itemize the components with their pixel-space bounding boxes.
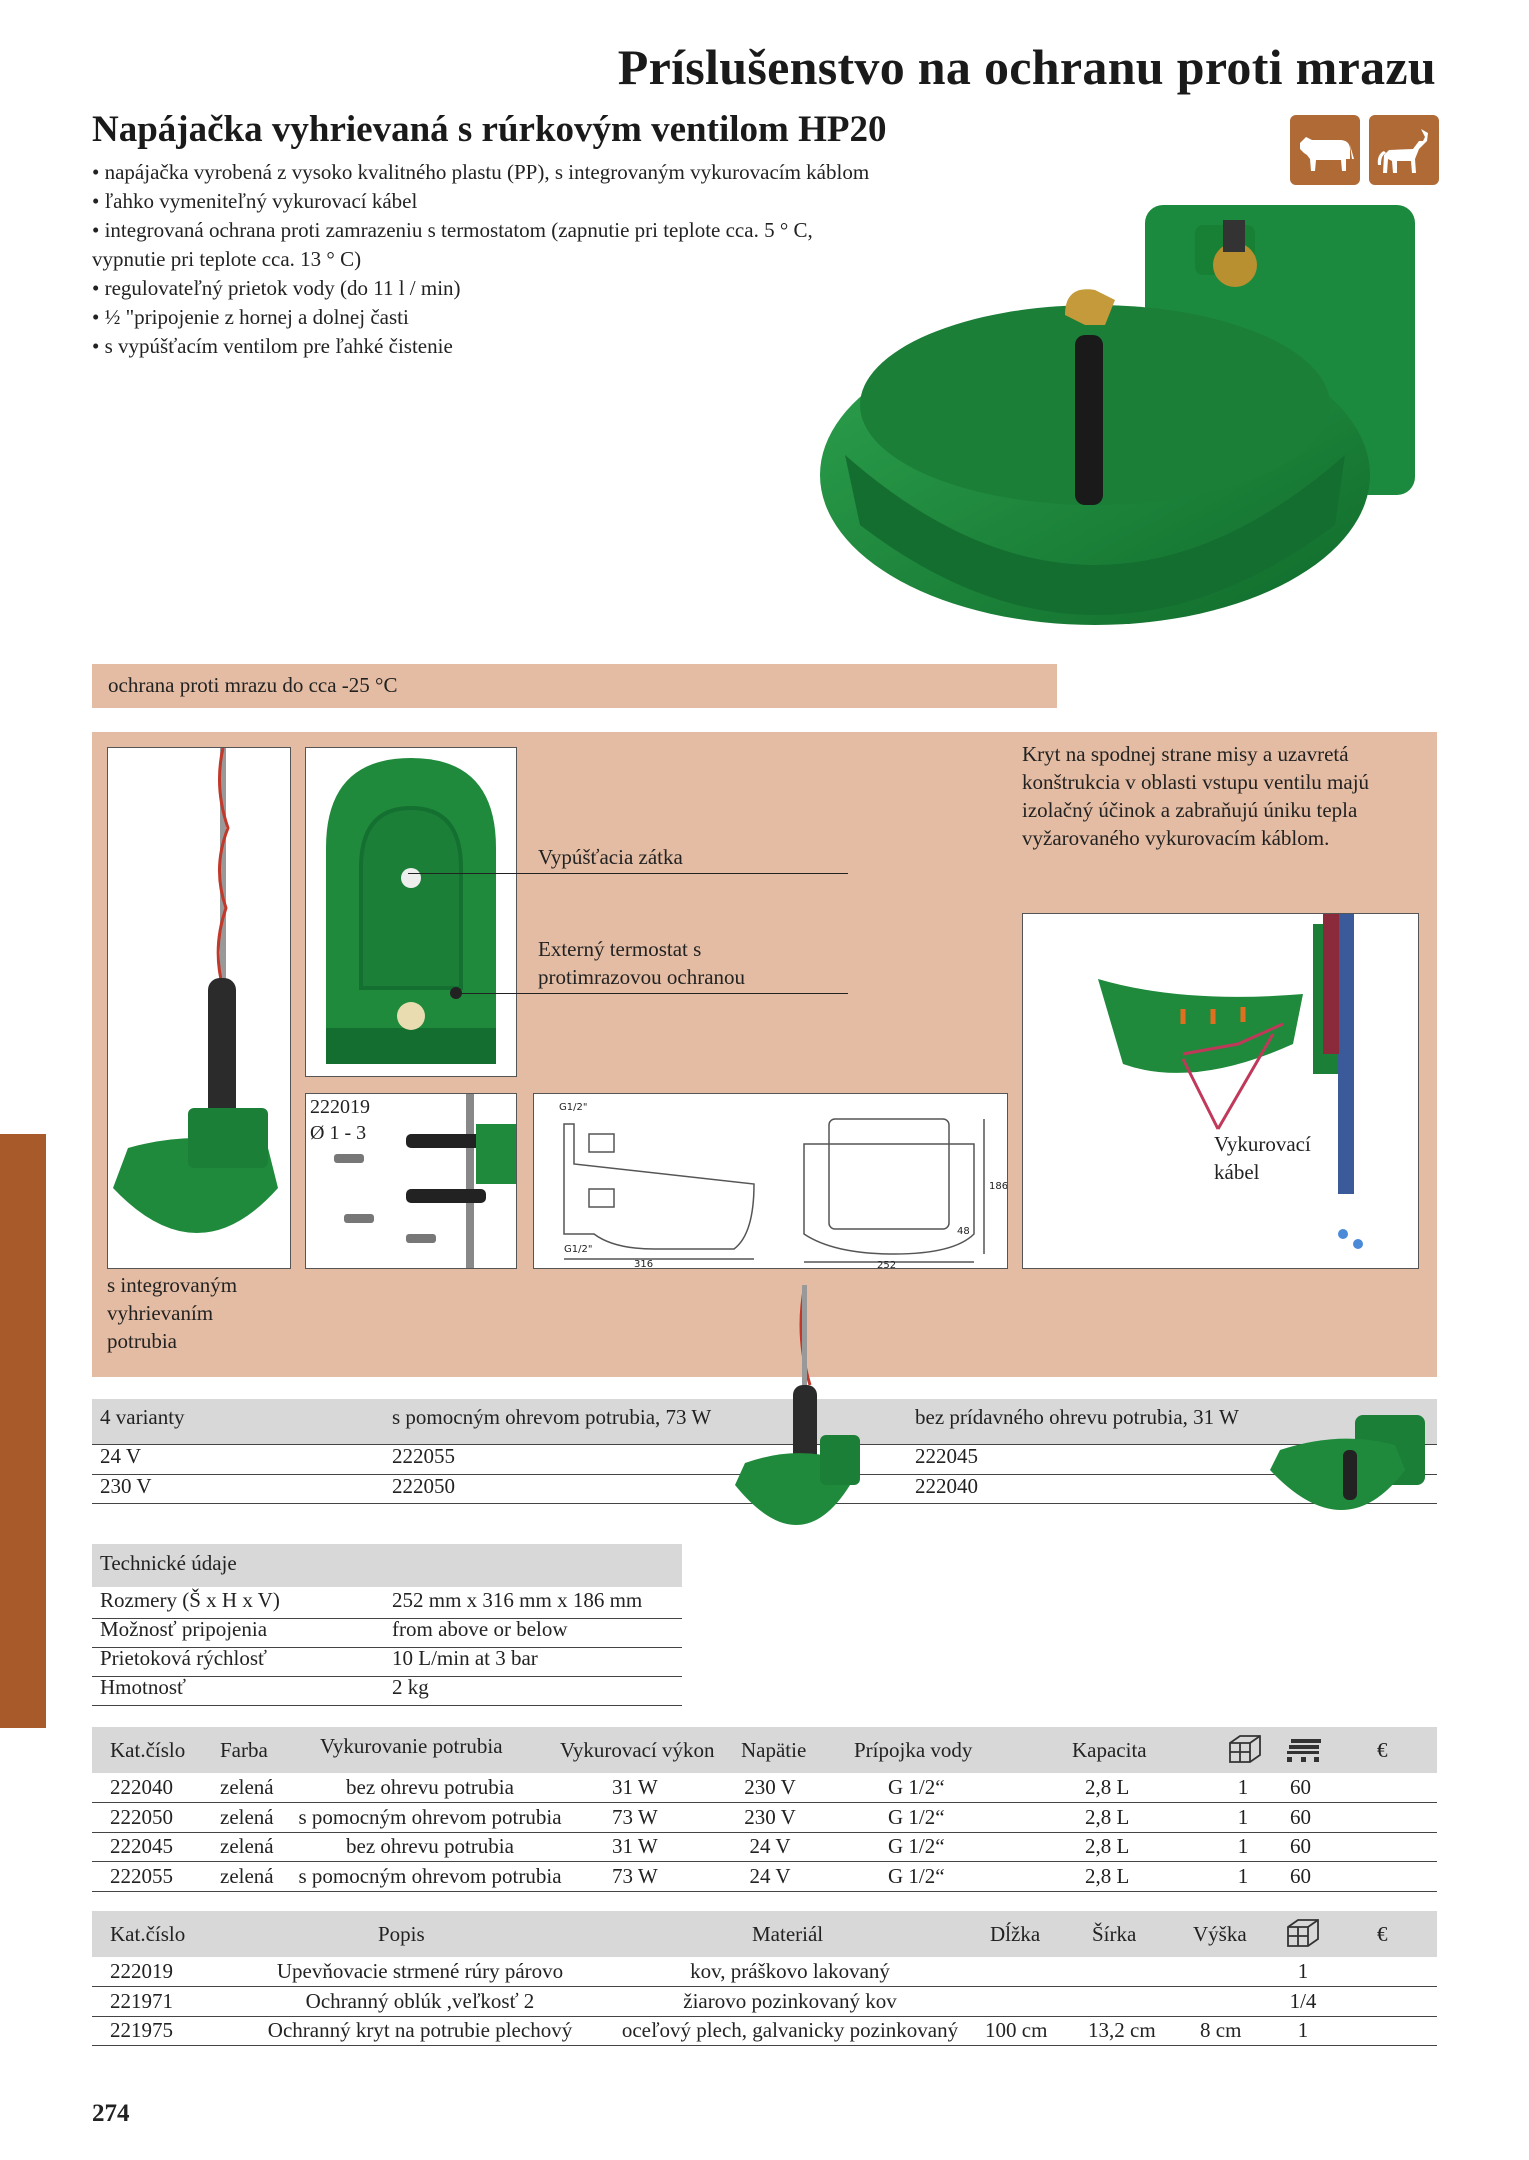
- t1-cell: 2,8 L: [1085, 1804, 1130, 1829]
- t1-cell: bez ohrevu potrubia: [346, 1834, 514, 1858]
- clamp-code: 222019: [310, 1096, 370, 1118]
- variants-head-count: 4 varianty: [100, 1405, 185, 1429]
- variant-voltage: 24 V: [100, 1444, 142, 1468]
- horse-icon: [1369, 115, 1439, 185]
- t2-head-length: Dĺžka: [990, 1922, 1041, 1946]
- svg-text:G1/2": G1/2": [559, 1102, 588, 1113]
- t1-cell: zelená: [220, 1863, 274, 1888]
- t1-cell: s pomocným ohrevom potrubia: [298, 1804, 562, 1829]
- insulation-description: Kryt na spodnej strane misy a uzavretá konštrukcia v oblasti vstupu ventilu majú izolačný účinok a zabraňujú úniku tepla vyžarovaného vykurovacím káblom.: [1022, 742, 1370, 850]
- package-unit-icon: [1286, 1917, 1320, 1953]
- frost-protection-band: [92, 664, 1057, 708]
- tech-value: 10 L/min at 3 bar: [392, 1646, 538, 1670]
- feature-item: • s vypúšťacím ventilom pre ľahké čistenie: [92, 334, 453, 358]
- variant-code: 222055: [392, 1444, 455, 1468]
- t2-cell: Ochranný oblúk ,veľkosť 2: [305, 1988, 535, 2013]
- variant-code: 222050: [392, 1474, 455, 1498]
- t1-cell: G 1/2“: [888, 1834, 945, 1858]
- t1-cell: G 1/2“: [888, 1775, 945, 1799]
- t1-cell: 60: [1290, 1863, 1311, 1888]
- svg-text:48: 48: [957, 1226, 970, 1237]
- t1-cell: 230 V: [744, 1804, 796, 1829]
- t1-head-euro: €: [1377, 1738, 1388, 1762]
- t2-head-width: Šírka: [1092, 1922, 1137, 1946]
- tech-value: 252 mm x 316 mm x 186 mm: [392, 1588, 643, 1612]
- t1-cell: 31 W: [612, 1775, 658, 1799]
- t1-head-color: Farba: [220, 1738, 268, 1762]
- feature-item: • integrovaná ochrana proti zamrazeniu s termostatom (zapnutie pri teplote cca. 5 ° C,: [92, 218, 813, 242]
- frost-protection-text: ochrana proti mrazu do cca -25 °C: [108, 673, 398, 697]
- clamp-labels: [310, 1094, 370, 1146]
- t2-cell: 1: [1297, 2018, 1309, 2042]
- t1-head-voltage: Napätie: [741, 1738, 807, 1762]
- t1-cell: 222055: [110, 1863, 173, 1888]
- variants-head-unheated: bez prídavného ohrevu potrubia, 31 W: [915, 1405, 1239, 1429]
- tech-data-title: Technické údaje: [100, 1551, 237, 1575]
- divider: [92, 2016, 1437, 2017]
- cow-icon: [1290, 115, 1360, 185]
- t2-head-material: Materiál: [752, 1922, 824, 1946]
- t1-cell: 222050: [110, 1804, 173, 1829]
- t1-cell: 230 V: [744, 1775, 796, 1799]
- divider: [92, 1986, 1437, 1987]
- variants-head-heated: s pomocným ohrevom potrubia, 73 W: [392, 1405, 712, 1429]
- t2-cell: kov, práškovo lakovaný: [690, 1959, 890, 1983]
- t2-cell: 13,2 cm: [1088, 2018, 1156, 2042]
- tech-label: Možnosť pripojenia: [100, 1617, 268, 1641]
- t2-cell: 222019: [110, 1959, 173, 1983]
- pallet-icon: [1285, 1737, 1323, 1767]
- t1-cell: 222040: [110, 1775, 173, 1799]
- t1-cell: 60: [1290, 1775, 1311, 1799]
- t1-cell: G 1/2“: [888, 1804, 945, 1829]
- leader-line-thermostat: [455, 993, 848, 994]
- t2-cell: 1/4: [1289, 1988, 1317, 2013]
- t2-head-description: Popis: [378, 1922, 425, 1946]
- t1-cell: zelená: [220, 1834, 274, 1858]
- t2-head-height: Výška: [1193, 1922, 1247, 1946]
- divider: [92, 1705, 682, 1706]
- product-photo-bowl: [815, 205, 1430, 710]
- package-unit-icon: [1228, 1733, 1262, 1769]
- feature-item: • ľahko vymeniteľný vykurovací kábel: [92, 189, 418, 213]
- t1-cell: 1: [1237, 1863, 1249, 1888]
- t1-head-connection: Prípojka vody: [854, 1738, 973, 1762]
- t1-cell: s pomocným ohrevom potrubia: [298, 1863, 562, 1888]
- t2-cell: 100 cm: [985, 2018, 1048, 2042]
- t1-cell: 60: [1290, 1834, 1311, 1858]
- t1-head-code: Kat.číslo: [110, 1738, 186, 1762]
- t1-head-capacity: Kapacita: [1072, 1738, 1147, 1762]
- leader-line-drain: [408, 873, 848, 874]
- technical-drawing: [533, 1093, 1008, 1269]
- svg-text:252: 252: [877, 1260, 897, 1268]
- feature-item: • regulovateľný prietok vody (do 11 l / min): [92, 276, 461, 300]
- t1-cell: 1: [1237, 1804, 1249, 1829]
- heated-pipe-caption: s integrovaným vyhrievaním potrubia: [107, 1273, 238, 1353]
- variant-code: 222045: [915, 1444, 978, 1468]
- heating-cable-label: Vykurovací kábel: [1214, 1132, 1311, 1184]
- divider: [92, 1891, 1437, 1892]
- divider: [92, 1861, 1437, 1862]
- svg-text:186: 186: [989, 1181, 1007, 1192]
- feature-item: • napájačka vyrobená z vysoko kvalitného plastu (PP), s integrovaným vykurovacím káblom: [92, 160, 870, 184]
- section-side-bar: [0, 1134, 46, 1728]
- t1-cell: 222045: [110, 1834, 173, 1858]
- t2-cell: Upevňovacie strmené rúry párovo: [276, 1959, 564, 1983]
- svg-text:316: 316: [634, 1259, 654, 1268]
- thermostat-label: Externý termostat s protimrazovou ochranou: [538, 937, 746, 989]
- t1-cell: 24 V: [749, 1863, 791, 1888]
- t1-cell: 73 W: [612, 1863, 658, 1888]
- divider: [92, 1802, 1437, 1803]
- photo-cross-section: [1022, 913, 1419, 1269]
- t2-cell: oceľový plech, galvanicky pozinkovaný: [621, 2018, 959, 2042]
- photo-variant-heated: [730, 1285, 870, 1555]
- t1-cell: 2,8 L: [1085, 1863, 1130, 1888]
- t1-cell: 24 V: [749, 1834, 791, 1858]
- tech-label: Rozmery (Š x H x V): [100, 1588, 280, 1612]
- t1-head-power: Vykurovací výkon: [560, 1738, 715, 1762]
- t2-cell: Ochranný kryt na potrubie plechový: [267, 2018, 573, 2042]
- t2-cell: žiarovo pozinkovaný kov: [683, 1988, 897, 2013]
- t1-cell: 1: [1237, 1775, 1249, 1799]
- page-number: 274: [92, 2100, 130, 2127]
- svg-text:G1/2": G1/2": [564, 1244, 593, 1255]
- divider: [92, 2045, 1437, 2046]
- page-title: Príslušenstvo na ochranu proti mrazu: [617, 39, 1436, 95]
- photo-heated-pipe: [107, 747, 291, 1269]
- tech-label: Hmotnosť: [100, 1675, 186, 1699]
- clamp-size: Ø 1 - 3: [310, 1122, 367, 1144]
- feature-item: • ½ "pripojenie z hornej a dolnej časti: [92, 305, 409, 329]
- t2-head-euro: €: [1377, 1922, 1388, 1946]
- t1-cell: 1: [1237, 1834, 1249, 1858]
- t1-cell: 73 W: [612, 1804, 658, 1829]
- tech-value: from above or below: [392, 1617, 568, 1641]
- t1-head-pipe-heating: Vykurovanie potrubia: [320, 1734, 503, 1758]
- t2-cell: 8 cm: [1200, 2018, 1242, 2042]
- photo-back-view: [305, 747, 517, 1077]
- product-title: Napájačka vyhrievaná s rúrkovým ventilom HP20: [92, 109, 887, 150]
- t1-cell: 60: [1290, 1804, 1311, 1829]
- photo-variant-unheated: [1265, 1410, 1435, 1545]
- t1-cell: bez ohrevu potrubia: [346, 1775, 514, 1799]
- tech-value: 2 kg: [392, 1675, 429, 1699]
- t1-cell: 2,8 L: [1085, 1834, 1130, 1858]
- t1-cell: 31 W: [612, 1834, 658, 1858]
- drain-plug-label: Vypúšťacia zátka: [538, 845, 683, 869]
- divider: [92, 1832, 1437, 1833]
- variant-voltage: 230 V: [100, 1474, 152, 1498]
- t2-cell: 221975: [110, 2018, 173, 2042]
- tech-label: Prietoková rýchlosť: [100, 1646, 268, 1670]
- t2-head-code: Kat.číslo: [110, 1922, 186, 1946]
- t1-cell: zelená: [220, 1775, 274, 1799]
- t1-cell: G 1/2“: [888, 1863, 945, 1888]
- t2-cell: 221971: [110, 1988, 173, 2013]
- variant-code: 222040: [915, 1474, 978, 1498]
- t1-cell: 2,8 L: [1085, 1775, 1130, 1799]
- t1-cell: zelená: [220, 1804, 274, 1829]
- feature-item: vypnutie pri teplote cca. 13 ° C): [92, 247, 362, 271]
- t2-cell: 1: [1297, 1959, 1309, 1983]
